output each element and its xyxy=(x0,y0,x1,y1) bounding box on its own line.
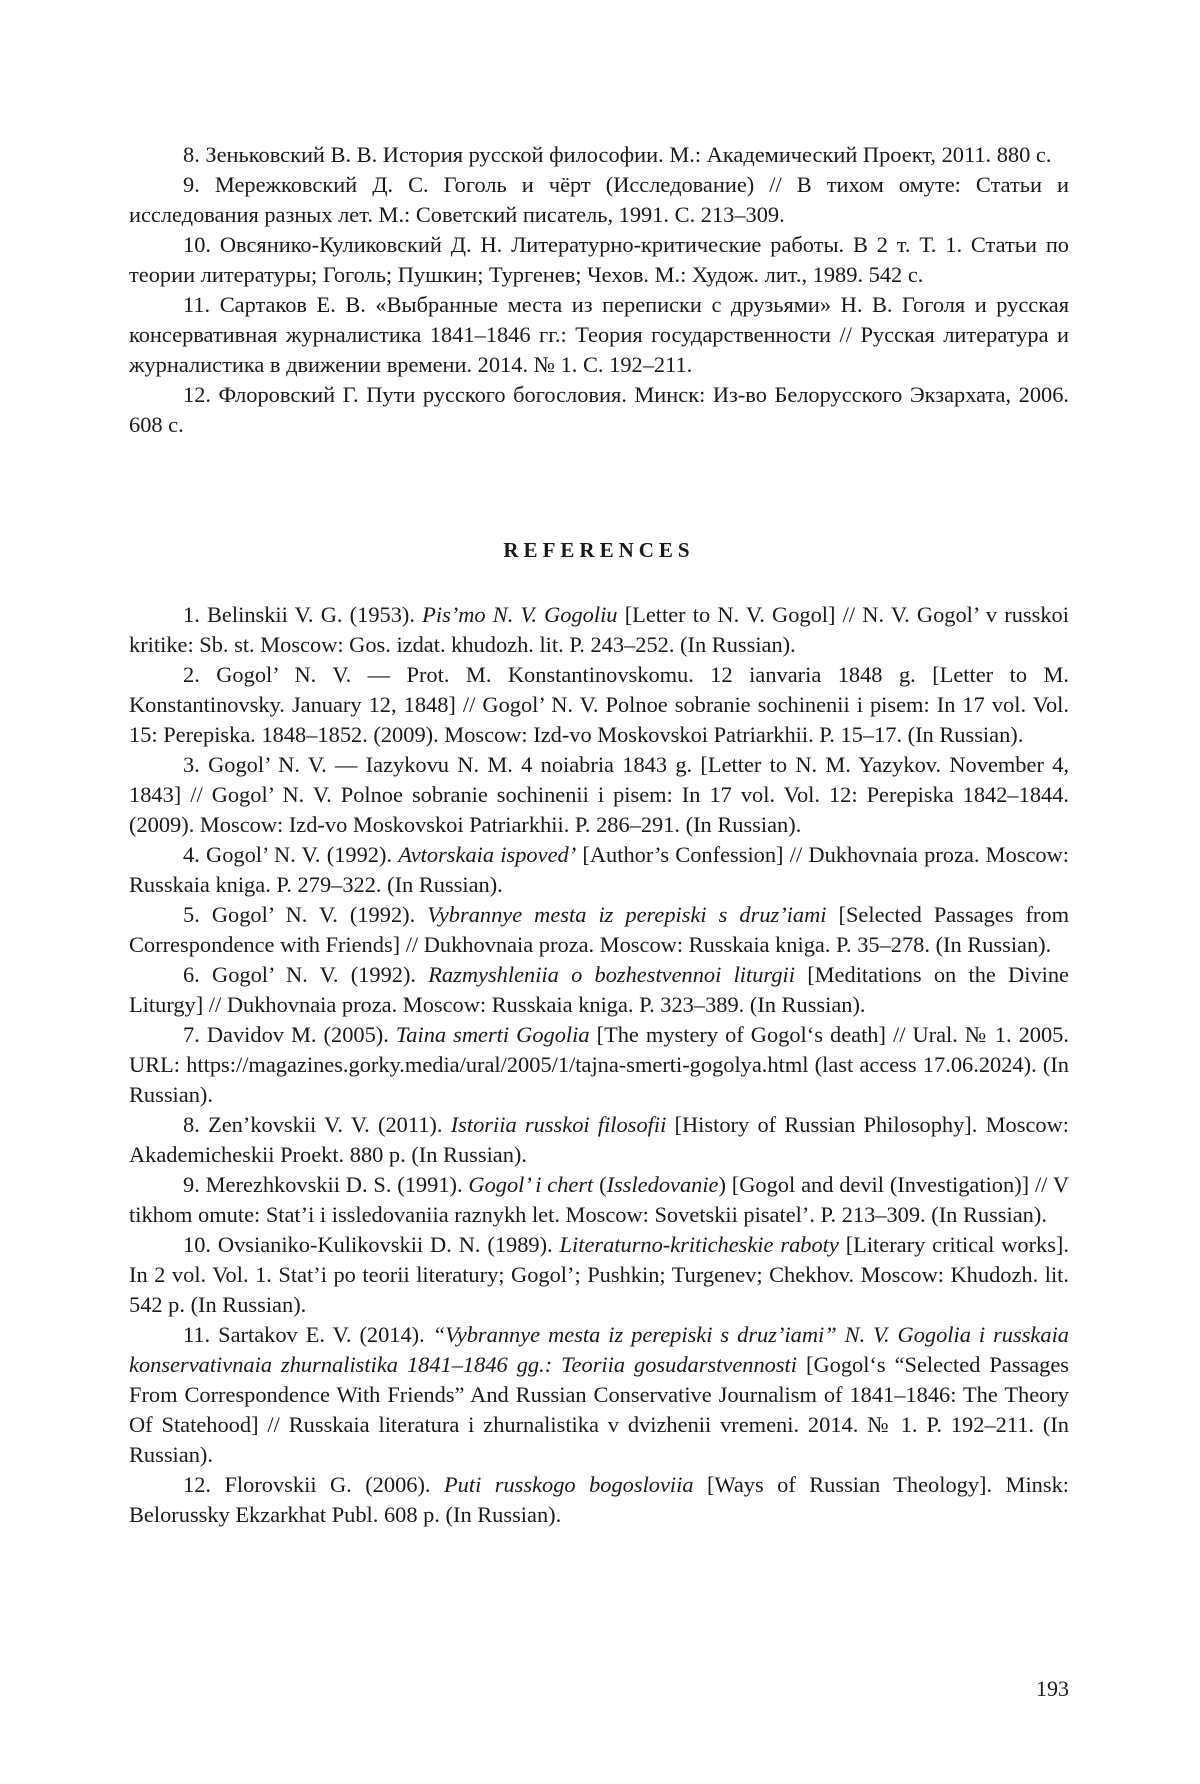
bibliography-entry: 12. Флоровский Г. Пути русского богословия. Минск: Из-во Белорусского Экзархата, 2006. 608 с. xyxy=(129,380,1069,440)
russian-bibliography xyxy=(129,140,1069,440)
reference-entry: 2. Gogol’ N. V. — Prot. M. Konstantinovskomu. 12 ianvaria 1848 g. [Letter to M. Konstantinovsky. January 12, 1848] // Gogol’ N. V. Polnoe sobranie sochinenii i pisem: In 17 vol. Vol. 15: Perepiska. 1848–1852. (2009). Moscow: Izd-vo Moskovskoi Patriarkhii. P. 15–17. (In Russian). xyxy=(129,660,1069,750)
reference-entry: 8. Zen’kovskii V. V. (2011). Istoriia russkoi filosofii [History of Russian Philosophy]. Moscow: Akademicheskii Proekt. 880 p. (In Russian). xyxy=(129,1110,1069,1170)
page-content xyxy=(129,140,1069,440)
reference-entry: 7. Davidov M. (2005). Taina smerti Gogolia [The mystery of Gogol‘s death] // Ural. № 1. 2005. URL: https://magazines.gorky.media/ural/2005/1/tajna-smerti-gogolya.html (last access 17.06.2024). (In Russian). xyxy=(129,1020,1069,1110)
references-heading: REFERENCES xyxy=(129,538,1069,563)
bibliography-entry: 9. Мережковский Д. С. Гоголь и чёрт (Исследование) // В тихом омуте: Статьи и исследования разных лет. М.: Советский писатель, 1991. С. 213–309. xyxy=(129,170,1069,230)
bibliography-entry: 11. Сартаков Е. В. «Выбранные места из переписки с друзьями» Н. В. Гоголя и русская консервативная журналистика 1841–1846 гг.: Теория государственности // Русская литература и журналистика в движении времени. 2014. № 1. С. 192–211. xyxy=(129,290,1069,380)
bibliography-entry: 10. Овсянико-Куликовский Д. Н. Литературно-критические работы. В 2 т. Т. 1. Статьи по теории литературы; Гоголь; Пушкин; Тургенев; Чехов. М.: Худож. лит., 1989. 542 с. xyxy=(129,230,1069,290)
reference-entry: 3. Gogol’ N. V. — Iazykovu N. M. 4 noiabria 1843 g. [Letter to N. M. Yazykov. November 4, 1843] // Gogol’ N. V. Polnoe sobranie sochinenii i pisem: In 17 vol. Vol. 12: Perepiska 1842–1844. (2009). Moscow: Izd-vo Moskovskoi Patriarkhii. P. 286–291. (In Russian). xyxy=(129,750,1069,840)
reference-entry: 10. Ovsianiko-Kulikovskii D. N. (1989). Literaturno-kriticheskie raboty [Literary critical works]. In 2 vol. Vol. 1. Stat’i po teorii literatury; Gogol’; Pushkin; Turgenev; Chekhov. Moscow: Khudozh. lit. 542 p. (In Russian). xyxy=(129,1230,1069,1320)
bibliography-entry: 8. Зеньковский В. В. История русской философии. М.: Академический Проект, 2011. 880 с. xyxy=(129,140,1069,170)
reference-entry: 9. Merezhkovskii D. S. (1991). Gogol’ i chert (Issledovanie) [Gogol and devil (Investigation)] // V tikhom omute: Stat’i i issledovaniia raznykh let. Moscow: Sovetskii pisatel’. P. 213–309. (In Russian). xyxy=(129,1170,1069,1230)
page-number: 193 xyxy=(1036,1676,1069,1702)
reference-entry: 1. Belinskii V. G. (1953). Pis’mo N. V. Gogoliu [Letter to N. V. Gogol] // N. V. Gogol’ v russkoi kritike: Sb. st. Moscow: Gos. izdat. khudozh. lit. P. 243–252. (In Russian). xyxy=(129,600,1069,660)
reference-entry: 5. Gogol’ N. V. (1992). Vybrannye mesta iz perepiski s druz’iami [Selected Passages from Correspondence with Friends] // Dukhovnaia proza. Moscow: Russkaia kniga. P. 35–278. (In Russian). xyxy=(129,900,1069,960)
references-list xyxy=(129,600,1069,1530)
reference-entry: 6. Gogol’ N. V. (1992). Razmyshleniia o bozhestvennoi liturgii [Meditations on the Divine Liturgy] // Dukhovnaia proza. Moscow: Russkaia kniga. P. 323–389. (In Russian). xyxy=(129,960,1069,1020)
reference-entry: 4. Gogol’ N. V. (1992). Avtorskaia ispoved’ [Author’s Confession] // Dukhovnaia proza. Moscow: Russkaia kniga. P. 279–322. (In Russian). xyxy=(129,840,1069,900)
reference-entry: 12. Florovskii G. (2006). Puti russkogo bogosloviia [Ways of Russian Theology]. Minsk: Belorussky Ekzarkhat Publ. 608 p. (In Russian). xyxy=(129,1470,1069,1530)
reference-entry: 11. Sartakov E. V. (2014). “Vybrannye mesta iz perepiski s druz’iami” N. V. Gogolia i russkaia konservativnaia zhurnalistika 1841–1846 gg.: Teoriia gosudarstvennosti [Gogol‘s “Selected Passages From Correspondence With Friends” And Russian Conservative Journalism of 1841–1846: The Theory Of Statehood] // Russkaia literatura i zhurnalistika v dvizhenii vremeni. 2014. № 1. P. 192–211. (In Russian). xyxy=(129,1320,1069,1470)
